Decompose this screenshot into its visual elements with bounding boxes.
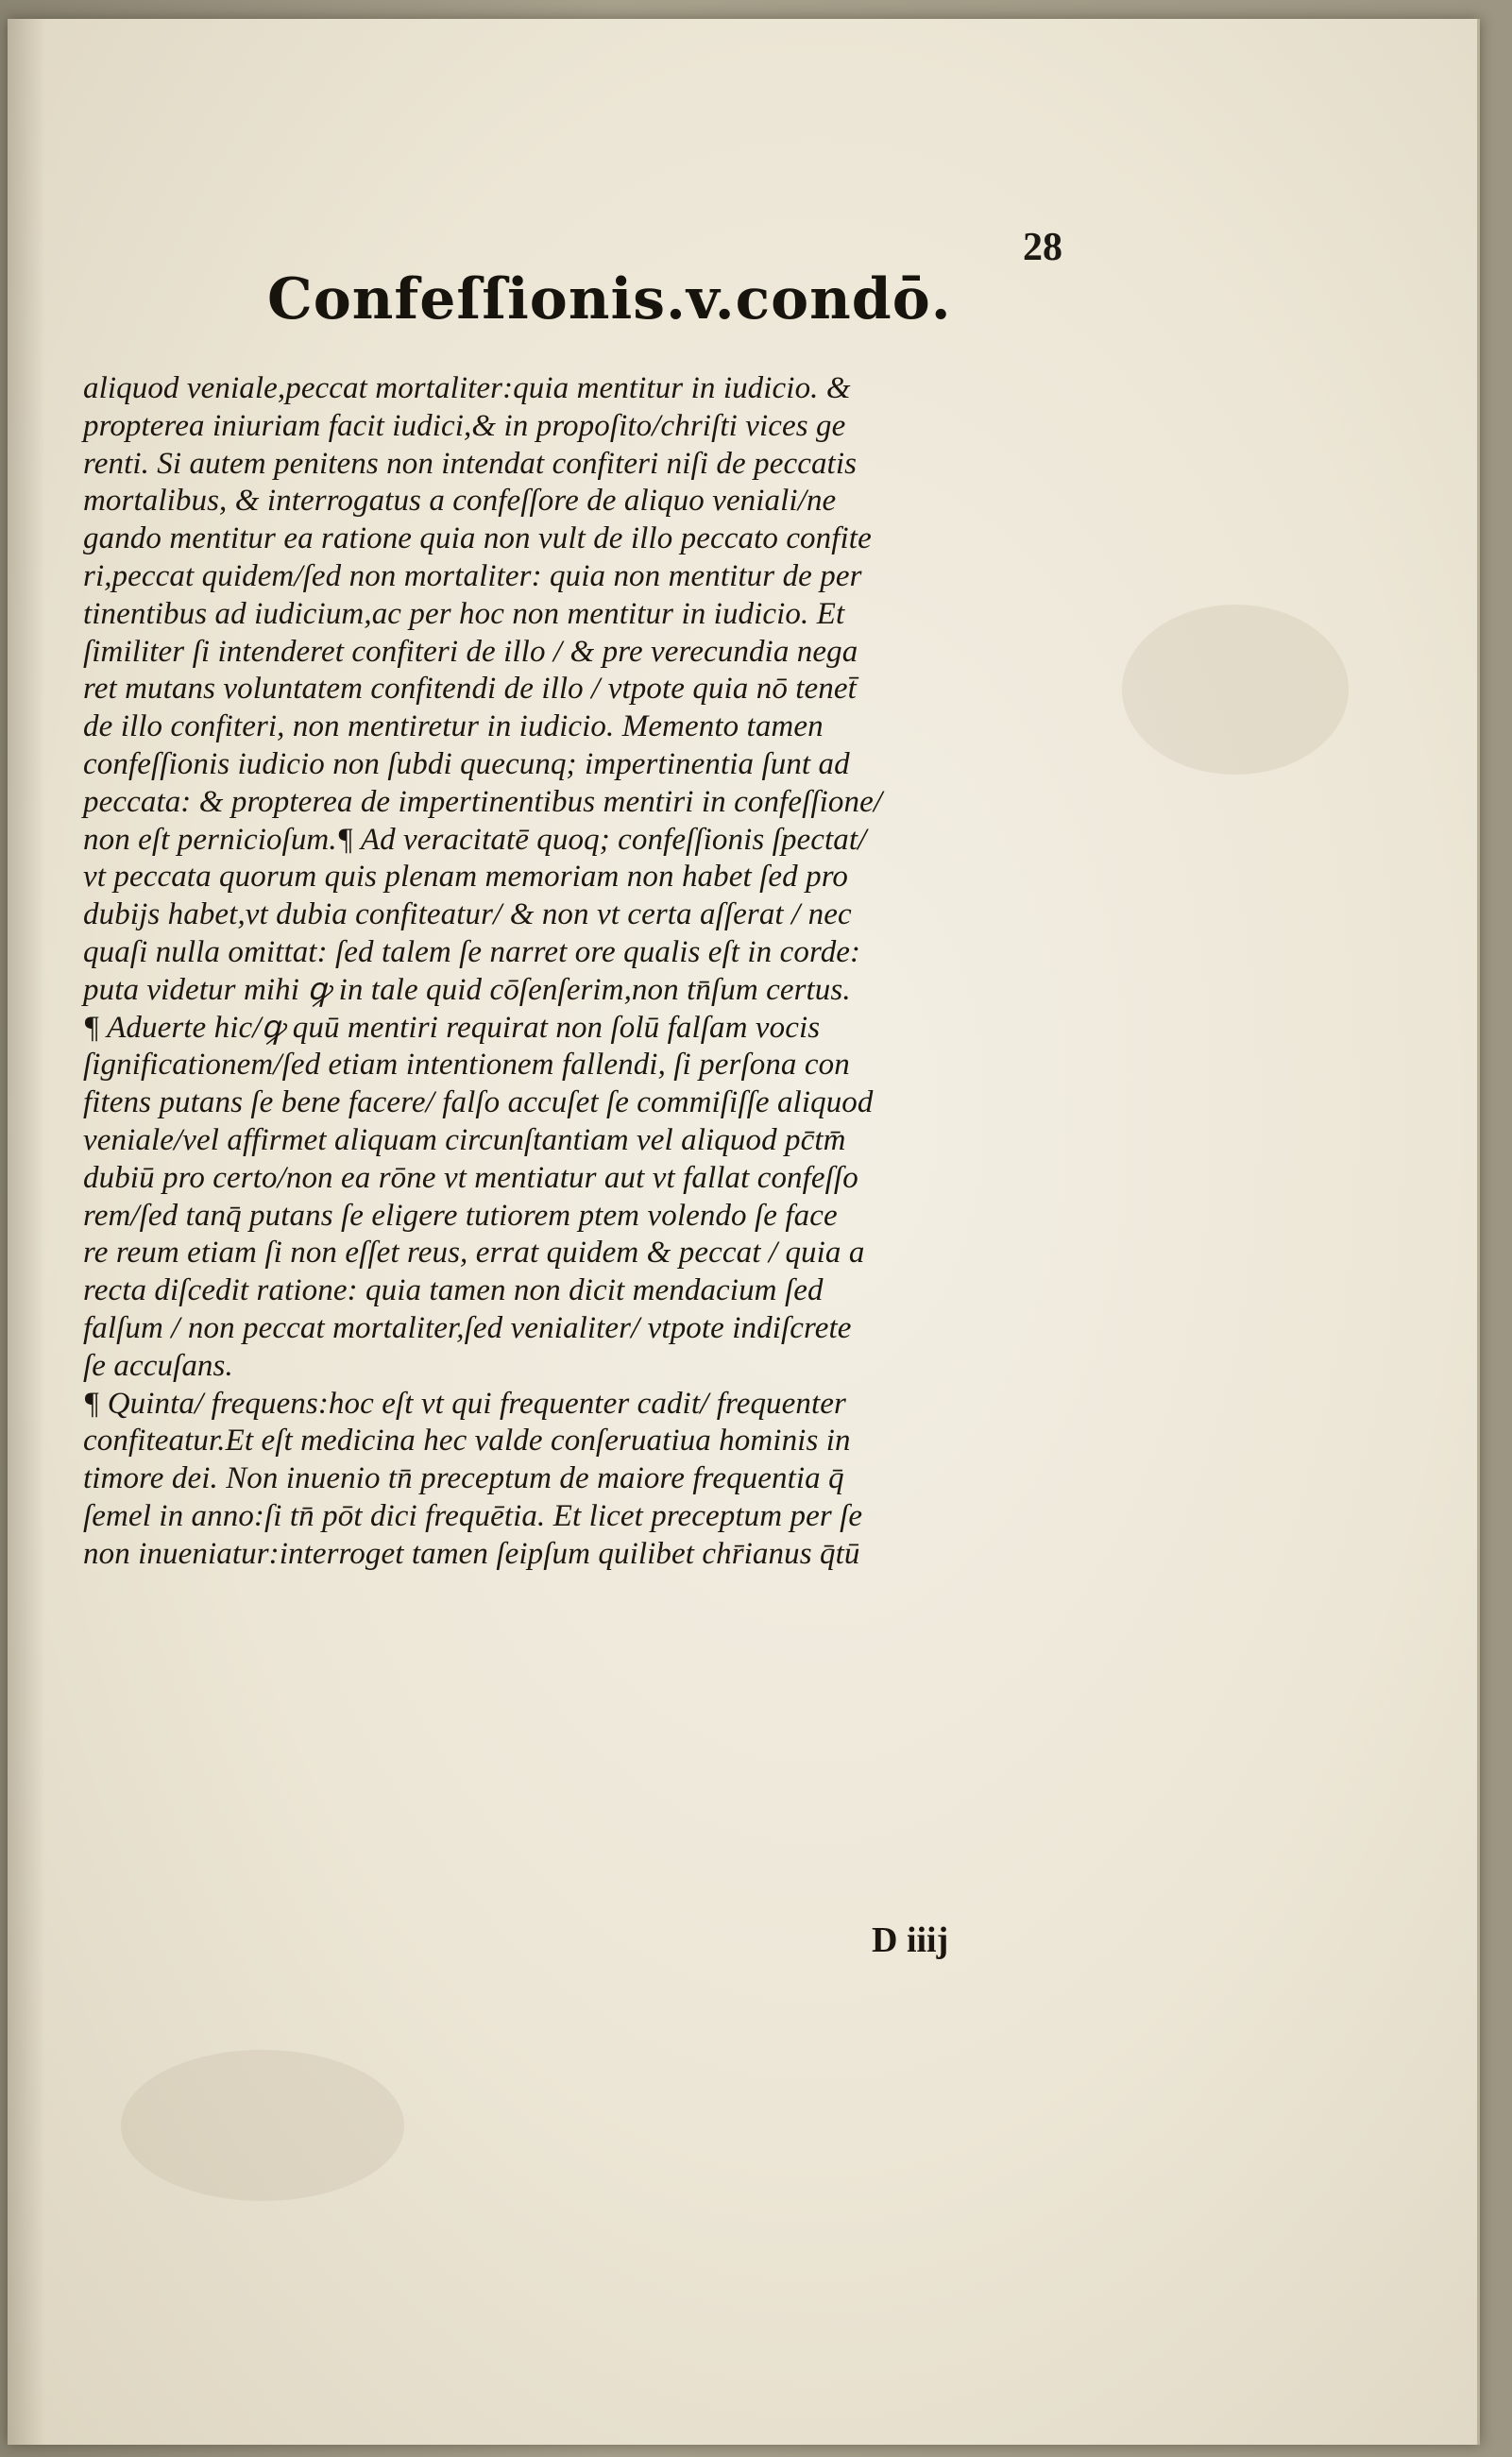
text-line: confeſſionis iudicio non ſubdi quecunq; impertinentia ſunt ad — [83, 746, 850, 781]
text-line: veniale/vel affirmet aliquam circunſtantiam vel aliquod pc̄tm̄ — [83, 1122, 846, 1157]
text-line: puta videtur mihi ꝙ in tale quid cōſenſerim,non tn̄ſum certus. — [83, 972, 851, 1007]
text-line: ſe accuſans. — [83, 1348, 233, 1383]
body-text — [83, 370, 1084, 1574]
text-line: ¶ Aduerte hic/ꝙ quū mentiri requirat non ſolū falſam vocis — [83, 1010, 821, 1045]
text-line: gando mentitur ea ratione quia non vult de illo peccato confite — [83, 521, 872, 556]
text-line: ſimiliter ſi intenderet confiteri de illo / & pre verecundia nega — [83, 634, 858, 669]
book-page — [8, 19, 1480, 2445]
text-line: timore dei. Non inuenio tn̄ preceptum de maiore frequentia q̄ — [83, 1461, 844, 1496]
text-line: recta diſcedit ratione: quia tamen non dicit mendacium ſed — [83, 1273, 824, 1308]
text-line: aliquod veniale,peccat mortaliter:quia mentitur in iudicio. & — [83, 371, 851, 405]
text-line: de illo confiteri, non mentiretur in iudicio. Memento tamen — [83, 709, 824, 744]
text-line: ſemel in anno:ſi tn̄ pōt dici frequētia. Et licet preceptum per ſe — [83, 1498, 863, 1533]
text-line: re reum etiam ſi non eſſet reus, errat quidem & peccat / quia a — [83, 1236, 865, 1271]
text-line: quaſi nulla omittat: ſed talem ſe narret ore qualis eſt in corde: — [83, 934, 861, 969]
paper-stain — [1122, 605, 1349, 775]
text-line: propterea iniuriam facit iudici,& in propoſito/chriſti vices ge — [83, 408, 846, 443]
text-line: dubijs habet,vt dubia confiteatur/ & non vt certa aſſerat / nec — [83, 897, 852, 932]
text-line: non inueniatur:interroget tamen ſeipſum quilibet chr̄ianus q̄tū — [83, 1536, 860, 1571]
text-line: confiteatur.Et eſt medicina hec valde conſeruatiua hominis in — [83, 1424, 851, 1459]
text-line: ret mutans voluntatem confitendi de illo / vtpote quia nō tenet̄ — [83, 672, 857, 707]
text-line: falſum / non peccat mortaliter,ſed venialiter/ vtpote indiſcrete — [83, 1310, 852, 1345]
text-line: non eſt pernicioſum.¶ Ad veracitatē quoq; confeſſionis ſpectat/ — [83, 822, 867, 857]
text-line: dubiū pro certo/non ea rōne vt mentiatur aut vt fallat confeſſo — [83, 1160, 858, 1195]
text-line: renti. Si autem penitens non intendat confiteri niſi de peccatis — [83, 446, 858, 481]
folio-number: 28 — [1023, 226, 1062, 269]
text-line: ſignificationem/ſed etiam intentionem fallendi, ſi perſona con — [83, 1048, 850, 1083]
signature-mark: D iiij — [872, 1920, 949, 1960]
text-line: ri,peccat quidem/ſed non mortaliter: quia non mentitur de per — [83, 558, 862, 593]
text-line: tinentibus ad iudicium,ac per hoc non mentitur in iudicio. Et — [83, 596, 845, 631]
text-line: fitens putans ſe bene facere/ falſo accuſet ſe commiſiſſe aliquod — [83, 1085, 874, 1120]
text-line: rem/ſed tanq̄ putans ſe eligere tutiorem ptem volendo ſe face — [83, 1198, 838, 1233]
text-line: mortalibus, & interrogatus a confeſſore de aliquo veniali/ne — [83, 484, 837, 519]
running-title: Confeſſionis.v.condō. — [267, 266, 952, 333]
paper-stain — [121, 2050, 404, 2201]
text-line: ¶ Quinta/ frequens:hoc eſt vt qui frequenter cadit/ frequenter — [83, 1386, 846, 1421]
text-line: vt peccata quorum quis plenam memoriam non habet ſed pro — [83, 860, 849, 895]
text-line: peccata: & propterea de impertinentibus mentiri in confeſſione/ — [83, 784, 883, 819]
